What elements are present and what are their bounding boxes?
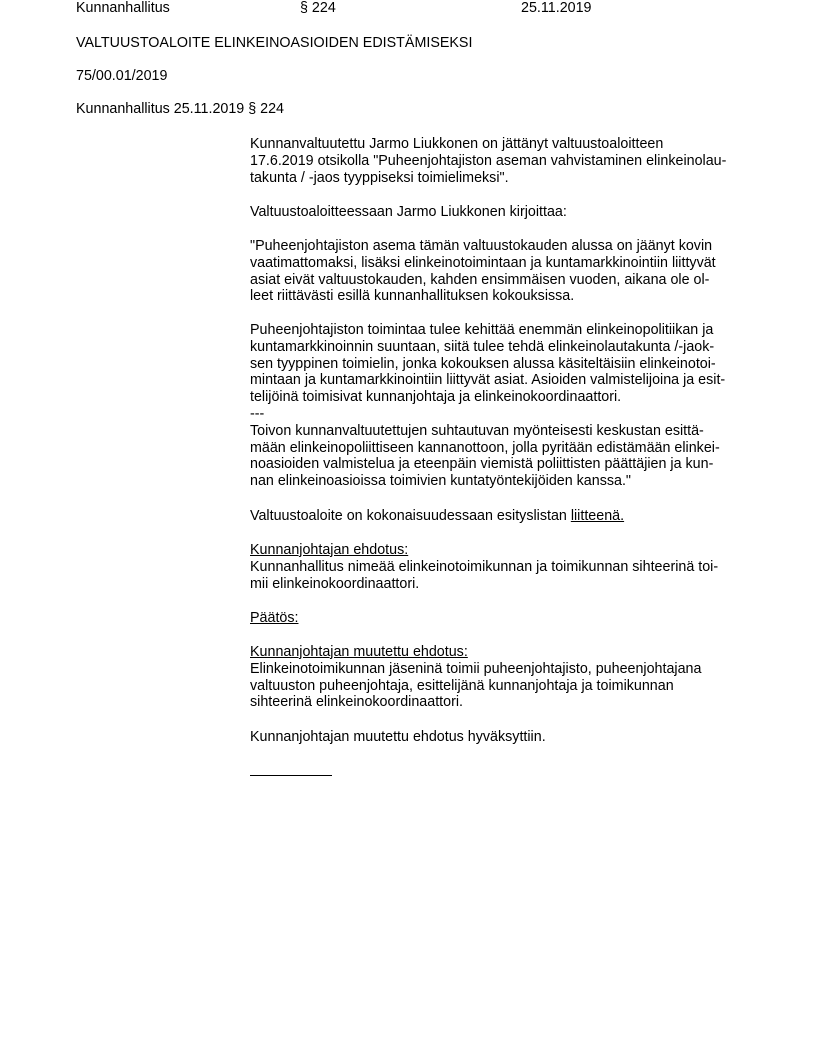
text-line: sen tyyppinen toimielin, jonka kokouksen alussa käsiteltäisiin elinkeinotoi- <box>250 355 716 372</box>
signature-rule <box>250 775 332 776</box>
attachment-paragraph <box>250 508 737 525</box>
modified-proposal-section <box>250 644 737 711</box>
decision-heading: Päätös: <box>250 610 299 626</box>
text-line: Kunnanhallitus nimeää elinkeinotoimikunnan ja toimikunnan sihteerinä toi- <box>250 558 719 575</box>
quote-intro <box>250 204 737 221</box>
text-line: nan elinkeinoasioissa toimivien kuntatyöntekijöiden kanssa." <box>250 473 631 490</box>
text-line: mii elinkeinokoordinaattori. <box>250 575 420 592</box>
modified-proposal-heading: Kunnanjohtajan muutettu ehdotus: <box>250 644 468 660</box>
text-line: Kunnanvaltuutettu Jarmo Liukkonen on jättänyt valtuustoaloitteen <box>250 136 664 152</box>
text-line: leet riittävästi esillä kunnanhallituksen kokouksissa. <box>250 288 575 305</box>
header-section: § 224 <box>300 0 336 16</box>
header-date: 25.11.2019 <box>521 0 592 16</box>
document-title: VALTUUSTOALOITE ELINKEINOASIOIDEN EDISTÄMISEKSI <box>76 35 473 51</box>
text-line: kuntamarkkinoinnin suuntaan, siitä tulee tehdä elinkeinolautakunta /-jaok- <box>250 338 715 355</box>
text-line: telijöinä toimisivat kunnanjohtaja ja elinkeinokoordinaattori. <box>250 389 622 406</box>
attachment-text: Valtuustoaloite on kokonaisuudessaan esityslistan <box>250 508 571 524</box>
text-line: Valtuustoaloitteessaan Jarmo Liukkonen kirjoittaa: <box>250 204 567 220</box>
proposal-section <box>250 542 737 592</box>
text-line: Puheenjohtajiston toimintaa tulee kehittää enemmän elinkeinopolitiikan ja <box>250 322 714 338</box>
text-line: takunta / -jaos tyyppiseksi toimielimeksi". <box>250 169 509 186</box>
text-line: mään elinkeinopoliittiseen kannanottoon, jolla pyritään edistämään elinkei- <box>250 439 720 456</box>
record-number: 75/00.01/2019 <box>76 68 168 84</box>
text-line: sihteerinä elinkeinokoordinaattori. <box>250 694 463 711</box>
text-line: mintaan ja kuntamarkkinointiin liittyvät asiat. Asioiden valmistelijoina ja esit- <box>250 372 726 389</box>
text-line: vaatimattomaksi, lisäksi elinkeinotoimintaan ja kuntamarkkinointiin liittyvät <box>250 254 716 271</box>
intro-paragraph <box>250 136 737 186</box>
header-body: Kunnanhallitus <box>76 0 170 16</box>
text-line: Kunnanjohtajan muutettu ehdotus hyväksyttiin. <box>250 729 546 745</box>
attachment-link[interactable]: liitteenä. <box>570 508 625 524</box>
quote-paragraph-2 <box>250 322 737 490</box>
text-line: Toivon kunnanvaltuutettujen suhtautuvan myönteisesti keskustan esittä- <box>250 422 704 439</box>
ellipsis-marker: --- <box>250 405 265 422</box>
text-line: 17.6.2019 otsikolla "Puheenjohtajiston aseman vahvistaminen elinkeinolau- <box>250 152 727 169</box>
final-decision <box>250 729 737 746</box>
text-line: asiat eivät valtuustokauden, kahden ensimmäisen vuoden, aikana ole ol- <box>250 271 710 288</box>
proposal-heading: Kunnanjohtajan ehdotus: <box>250 542 409 558</box>
decision-section <box>250 610 737 627</box>
quote-paragraph-1 <box>250 238 737 305</box>
text-line: valtuuston puheenjohtaja, esittelijänä kunnanjohtaja ja toimikunnan <box>250 677 674 694</box>
text-line: "Puheenjohtajiston asema tämän valtuustokauden alussa on jäänyt kovin <box>250 238 713 254</box>
text-line: Elinkeinotoimikunnan jäseninä toimii puheenjohtajisto, puheenjohtajana <box>250 660 702 677</box>
meeting-reference: Kunnanhallitus 25.11.2019 § 224 <box>76 101 285 117</box>
text-line: noasioiden valmistelua ja eteenpäin viemistä poliittisten päättäjien ja kun- <box>250 456 714 473</box>
